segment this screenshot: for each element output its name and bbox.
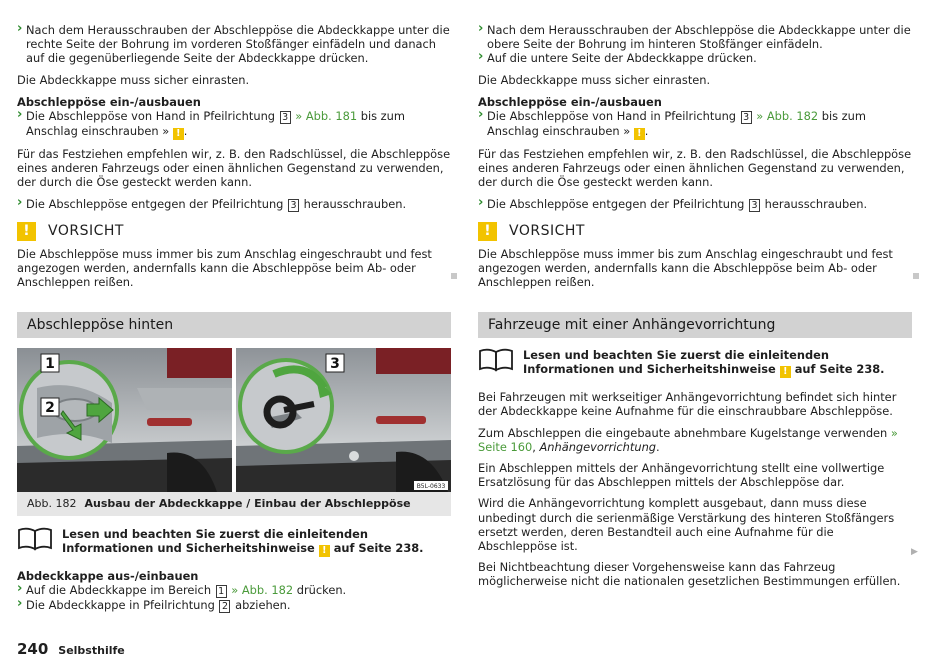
figure-182 — [17, 348, 451, 492]
paragraph-text: Bei Fahrzeugen mit werkseitiger Anhängevorrichtung befindet sich hinter der Abdeckkappe keine Aufnahme für die einschraubbare Abschleppöse. — [478, 390, 897, 419]
section-title: Abschleppöse hinten — [27, 317, 174, 334]
left-column — [17, 0, 451, 613]
paragraph-text: Für das Festziehen empfehlen wir, z. B. den Radschlüssel, die Abschleppöse eines anderen Fahrzeugs oder einen ähnlichen Gegenstand zu verwenden, der durch die Öse gesteckt werden kann. — [478, 147, 912, 190]
step-text: Auf die Abdeckkappe im Bereich — [26, 583, 212, 598]
subheading-text: Abschleppöse ein-/ausbauen — [478, 94, 662, 109]
warning-icon: ! — [634, 128, 645, 140]
warning-icon: ! — [173, 128, 184, 140]
step-item — [17, 598, 451, 613]
callout-number: 3 — [749, 199, 760, 212]
step-item — [478, 109, 912, 140]
page-link[interactable]: » Seite 160 — [478, 425, 898, 454]
paragraph — [17, 73, 451, 87]
car-rear-illustration — [236, 348, 451, 492]
caution-header — [478, 222, 912, 241]
cross-reference-title: Anhängevorrichtung — [539, 439, 657, 454]
subheading-text: Abdeckkappe aus-/einbauen — [17, 569, 199, 584]
page-number: 240 — [17, 640, 49, 658]
info-text-pre: Lesen und beachten Sie zuerst die einleitenden Informationen und Sicherheitshinweise — [62, 527, 368, 556]
paragraph — [478, 73, 912, 87]
paragraph — [478, 147, 912, 190]
step-item — [478, 23, 912, 51]
step-text: Nach dem Herausschrauben der Abschleppöse die Abdeckkappe unter die obere Seite der Bohrung im hinteren Stoßfänger einfädeln. — [487, 23, 911, 52]
subheading-text: Abschleppöse ein-/ausbauen — [17, 94, 201, 109]
figure-link[interactable]: » Abb. 182 — [756, 109, 819, 124]
info-page-ref[interactable]: auf Seite 238. — [333, 541, 424, 556]
continue-arrow-icon: ▶ — [911, 547, 918, 557]
book-icon — [478, 348, 514, 372]
step-item — [17, 197, 451, 212]
step-text: bis zum Anschlag einschrauben » — [26, 109, 405, 139]
info-text — [523, 348, 912, 378]
car-rear-illustration — [17, 348, 232, 492]
callout-number: 2 — [219, 600, 230, 613]
caption-number: Abb. 182 — [27, 497, 77, 511]
step-text: herausschrauben. — [303, 196, 407, 211]
comma: , — [532, 439, 536, 454]
step-text: Die Abdeckkappe in Pfeilrichtung — [26, 598, 215, 613]
step-item — [17, 23, 451, 66]
figure-code: B5L-0633 — [416, 483, 446, 491]
section-end-marker — [451, 273, 457, 279]
info-text-pre: Lesen und beachten Sie zuerst die einleitenden Informationen und Sicherheitshinweise — [523, 348, 829, 377]
figure-link[interactable]: » Abb. 182 — [231, 583, 294, 598]
callout-number: 1 — [216, 585, 227, 598]
period: . — [183, 124, 188, 139]
callout-number: 3 — [288, 199, 299, 212]
paragraph-text: Die Abschleppöse muss immer bis zum Anschlag eingeschraubt und fest angezogen werden, andernfalls kann die Abschleppöse beim Ab- oder Anschleppen reißen. — [17, 246, 432, 290]
step-text: drücken. — [296, 583, 347, 598]
callout-label: 3 — [330, 356, 340, 373]
step-text: bis zum Anschlag einschrauben » — [487, 109, 866, 139]
callout-label: 1 — [45, 356, 55, 373]
caution-label: VORSICHT — [509, 223, 585, 240]
subheading — [17, 569, 451, 583]
figure-caption — [17, 492, 451, 516]
paragraph-text: Die Abschleppöse muss immer bis zum Anschlag eingeschraubt und fest angezogen werden, andernfalls kann die Abschleppöse beim Ab- oder Anschleppen reißen. — [478, 246, 893, 290]
warning-icon: ! — [780, 366, 791, 378]
step-text: Auf die untere Seite der Abdeckkappe drücken. — [487, 51, 757, 66]
figure-link[interactable]: » Abb. 181 — [295, 109, 358, 124]
warning-icon: ! — [17, 222, 36, 241]
page-footer — [17, 642, 125, 658]
step-text: Die Abschleppöse von Hand in Pfeilrichtung — [487, 109, 737, 124]
figure-panel-cap-removal — [17, 348, 232, 492]
paragraph-text: Bei Nichtbeachtung dieser Vorgehensweise kann das Fahrzeug möglicherweise nicht die nationalen gesetzlichen Bestimmungen erfüllen. — [478, 560, 901, 589]
period: . — [656, 439, 660, 454]
paragraph — [478, 560, 912, 588]
step-text: Nach dem Herausschrauben der Abschleppöse die Abdeckkappe unter die rechte Seite der Bohrung im vorderen Stoßfänger einfädeln und danach auf die gegenüberliegende Seite der Abdeckkappe drücken. — [26, 23, 450, 66]
period: . — [644, 124, 649, 139]
callout-number: 3 — [741, 111, 752, 124]
step-text: Die Abschleppöse von Hand in Pfeilrichtung — [26, 109, 276, 124]
callout-label: 2 — [45, 400, 55, 417]
caution-text — [478, 247, 912, 290]
step-text: herausschrauben. — [764, 196, 868, 211]
section-end-marker — [913, 273, 919, 279]
footer-section: Selbsthilfe — [58, 644, 125, 657]
paragraph — [478, 461, 912, 489]
step-item — [478, 197, 912, 212]
figure-panel-eyelet-install — [236, 348, 451, 492]
step-text: Die Abschleppöse entgegen der Pfeilrichtung — [487, 196, 745, 211]
subheading — [478, 95, 912, 109]
caution-label: VORSICHT — [48, 223, 124, 240]
subheading — [17, 95, 451, 109]
paragraph-text: Die Abdeckkappe muss sicher einrasten. — [17, 72, 250, 87]
paragraph-text: Ein Abschleppen mittels der Anhängevorrichtung stellt eine vollwertige Ersatzlösung für das Abschleppen mittels der Abschleppöse dar. — [478, 461, 885, 490]
step-item — [17, 583, 451, 598]
right-column — [478, 0, 912, 589]
paragraph — [17, 147, 451, 190]
step-item — [17, 109, 451, 140]
paragraph — [478, 390, 912, 418]
info-notice — [17, 527, 451, 557]
step-text: abziehen. — [235, 598, 291, 613]
paragraph-text: Wird die Anhängevorrichtung komplett ausgebaut, dann muss diese unbedingt durch die serienmäßige Verstärkung des hinteren Stoßfängers ersetzt werden, deren Bestandteil auch eine Aufnahme für die Abschleppöse ist. — [478, 496, 895, 554]
warning-icon: ! — [319, 545, 330, 557]
info-text — [62, 527, 451, 557]
paragraph-text: Zum Abschleppen die eingebaute abnehmbare Kugelstange verwenden — [478, 425, 888, 440]
info-page-ref[interactable]: auf Seite 238. — [794, 362, 885, 377]
paragraph — [478, 496, 912, 553]
section-header — [478, 312, 912, 338]
section-title: Fahrzeuge mit einer Anhängevorrichtung — [488, 317, 776, 334]
info-notice — [478, 348, 912, 378]
step-item — [478, 51, 912, 65]
warning-icon: ! — [478, 222, 497, 241]
callout-number: 3 — [280, 111, 291, 124]
paragraph — [478, 426, 912, 454]
section-header — [17, 312, 451, 338]
paragraph-text: Für das Festziehen empfehlen wir, z. B. den Radschlüssel, die Abschleppöse eines anderen Fahrzeugs oder einen ähnlichen Gegenstand zu verwenden, der durch die Öse gesteckt werden kann. — [17, 147, 451, 190]
book-icon — [17, 527, 53, 551]
step-text: Die Abschleppöse entgegen der Pfeilrichtung — [26, 196, 284, 211]
paragraph-text: Die Abdeckkappe muss sicher einrasten. — [478, 72, 711, 87]
caption-text: Ausbau der Abdeckkappe / Einbau der Abschleppöse — [84, 497, 411, 511]
caution-text — [17, 247, 451, 290]
caution-header — [17, 222, 451, 241]
